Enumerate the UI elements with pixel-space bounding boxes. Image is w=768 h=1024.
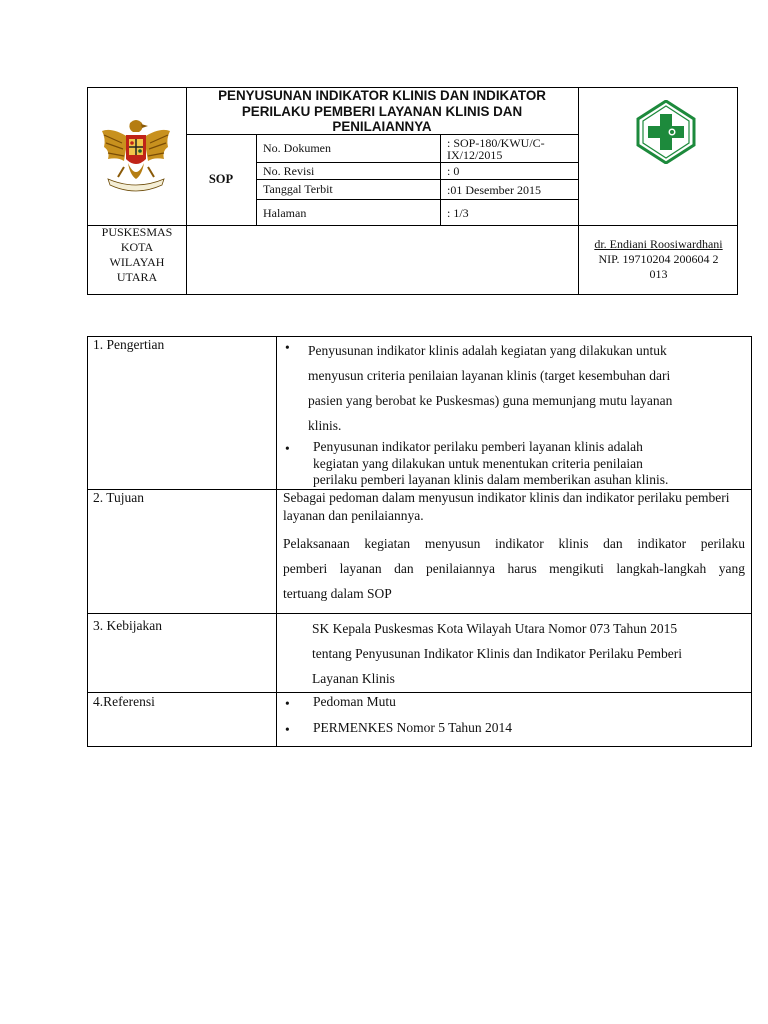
tanggal-terbit-label: Tanggal Terbit	[263, 182, 333, 196]
header-divider	[578, 87, 579, 295]
bullet-icon: •	[285, 441, 290, 456]
sop-label: SOP	[208, 172, 234, 186]
signatory-name: dr. Endiani Roosiwardhani	[594, 237, 723, 251]
text-line: pemberi layanan dan penilaiannya harus mengikuti langkah-langkah yang	[283, 561, 745, 576]
section-label-tujuan: 2. Tujuan	[93, 490, 145, 505]
table-divider	[276, 336, 277, 747]
no-revisi-label: No. Revisi	[263, 164, 315, 178]
table-divider	[87, 692, 752, 693]
garuda-emblem-icon	[98, 117, 174, 197]
text-line: pasien yang berobat ke Puskesmas) guna memunjang mutu layanan	[308, 393, 673, 408]
bullet-icon: •	[285, 696, 290, 711]
no-dokumen-value-line: : SOP-180/KWU/C-	[447, 136, 545, 150]
halaman-label: Halaman	[263, 206, 307, 220]
halaman-value: : 1/3	[447, 206, 469, 220]
referensi-item: PERMENKES Nomor 5 Tahun 2014	[313, 720, 513, 735]
bullet-icon: •	[285, 340, 290, 355]
bullet-icon: •	[285, 722, 290, 737]
organization-name	[88, 225, 186, 285]
title-line: PENILAIANNYA	[332, 119, 432, 134]
signatory-nip: NIP. 19710204 200604 2	[598, 252, 719, 266]
title-line: PERILAKU PEMBERI LAYANAN KLINIS DAN	[241, 103, 523, 119]
tujuan-paragraph-1: Sebagai pedoman dalam menyusun indikator klinis dan indikator perilaku pemberi layanan dan penilaiannya.	[283, 490, 730, 523]
text-line: Pelaksanaan kegiatan menyusun indikator klinis dan indikator perilaku	[283, 536, 745, 551]
signatory-nip: 013	[649, 267, 668, 281]
text-line: kegiatan yang dilakukan untuk menentukan criteria penilaian	[313, 455, 643, 471]
org-line: UTARA	[116, 270, 158, 284]
org-line: KOTA	[120, 240, 154, 254]
header-divider	[256, 179, 578, 180]
document-title	[186, 88, 578, 135]
text-line: perilaku pemberi layanan klinis dalam memberikan asuhan klinis.	[313, 472, 669, 487]
text-line: menyusun criteria penilaian layanan klinis (target kesembuhan dari	[308, 368, 671, 383]
section-label-referensi: 4.Referensi	[93, 694, 155, 709]
referensi-item: Pedoman Mutu	[313, 694, 396, 709]
text-line: SK Kepala Puskesmas Kota Wilayah Utara Nomor 073 Tahun 2015	[312, 621, 678, 636]
org-line: PUSKESMAS	[101, 225, 173, 239]
no-dokumen-value	[447, 137, 577, 161]
no-dokumen-value-line: IX/12/2015	[447, 148, 503, 162]
text-line: klinis.	[308, 418, 342, 433]
section-label-kebijakan: 3. Kebijakan	[93, 618, 162, 633]
text-line: Penyusunan indikator perilaku pemberi layanan klinis adalah	[313, 439, 643, 454]
puskesmas-green-cross-icon	[636, 100, 696, 164]
org-line: WILAYAH	[109, 255, 165, 269]
header-divider	[256, 162, 578, 163]
text-line: tentang Penyusunan Indikator Klinis dan Indikator Perilaku Pemberi	[312, 646, 683, 661]
signatory-block	[580, 237, 737, 282]
text-line: tertuang dalam SOP	[283, 586, 392, 601]
text-line: Penyusunan indikator klinis adalah kegiatan yang dilakukan untuk	[308, 343, 667, 358]
pengertian-bullet-2	[313, 439, 668, 489]
no-dokumen-label: No. Dokumen	[263, 141, 331, 155]
table-divider	[87, 613, 752, 614]
section-label-pengertian: 1. Pengertian	[93, 337, 165, 352]
text-line: Layanan Klinis	[312, 671, 395, 686]
pengertian-bullet-1	[308, 338, 672, 438]
tanggal-terbit-value: :01 Desember 2015	[447, 183, 541, 197]
title-line: PENYUSUNAN INDIKATOR KLINIS DAN INDIKATOR	[218, 88, 546, 103]
kebijakan-text	[312, 616, 682, 691]
tujuan-paragraph-2	[283, 531, 745, 606]
no-revisi-value: : 0	[447, 164, 460, 178]
header-divider	[256, 199, 578, 200]
